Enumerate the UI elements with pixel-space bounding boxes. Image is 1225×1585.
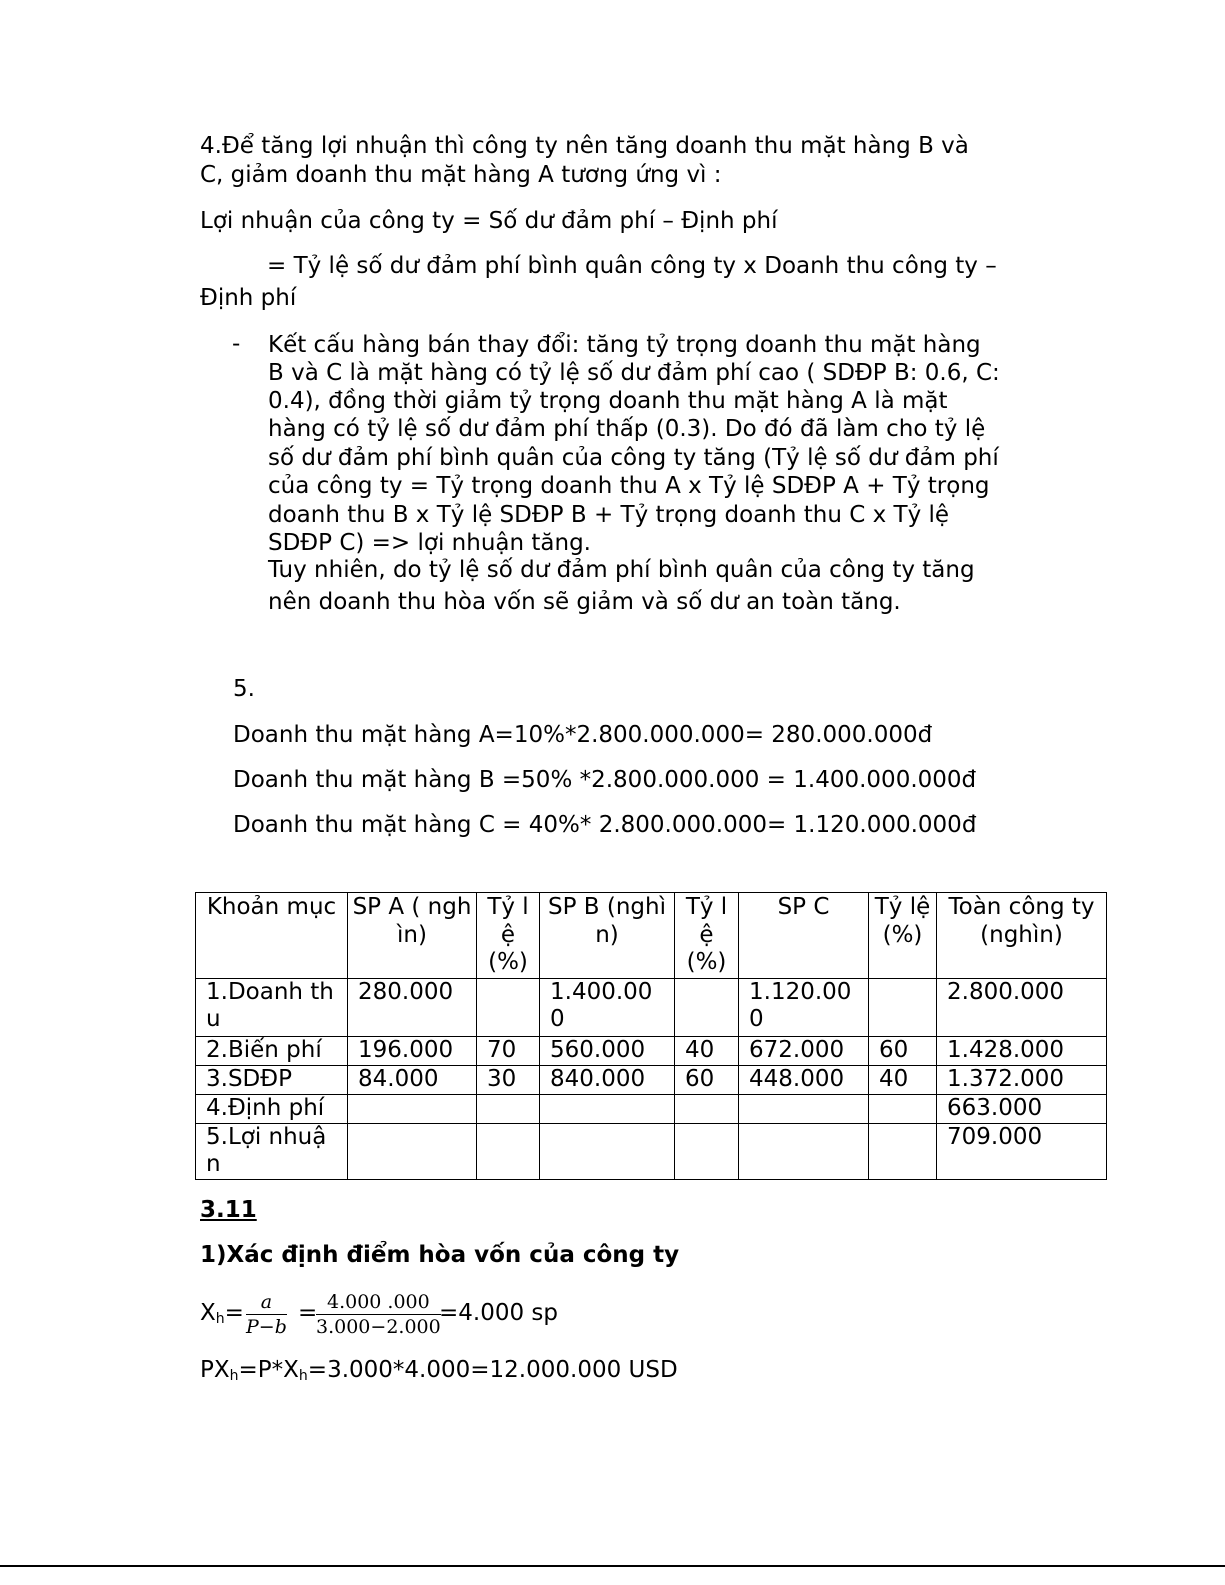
- header-cell: SP A ( nghìn): [348, 893, 477, 979]
- table-row: [196, 1036, 1107, 1065]
- bullet-line: Tuy nhiên, do tỷ lệ số dư đảm phí bình quân của công ty tăng: [268, 557, 975, 583]
- table-cell: [477, 1123, 540, 1179]
- profit-formula-tail: Định phí: [200, 285, 297, 311]
- xh-symbol: X: [200, 1300, 216, 1326]
- contribution-table: [195, 892, 1107, 1180]
- header-cell: Tỷ lệ (%): [869, 893, 937, 979]
- table-cell: [675, 1094, 739, 1123]
- revenue-c-line: Doanh thu mặt hàng C = 40%* 2.800.000.000= 1.120.000.000đ: [233, 812, 977, 838]
- table-cell: [675, 978, 739, 1036]
- table-cell: 84.000: [348, 1065, 477, 1094]
- table-cell: [739, 1123, 869, 1179]
- bullet-marker: -: [232, 331, 241, 357]
- table-cell: [348, 1123, 477, 1179]
- table-cell: 2.800.000: [937, 978, 1107, 1036]
- table-cell: 1.372.000: [937, 1065, 1107, 1094]
- bullet-line: doanh thu B x Tỷ lệ SDĐP B + Tỷ trọng doanh thu C x Tỷ lệ: [268, 502, 950, 528]
- table-cell: 840.000: [540, 1065, 675, 1094]
- table-cell: [540, 1123, 675, 1179]
- breakeven-qty-label: [200, 1300, 244, 1327]
- table-cell: [477, 978, 540, 1036]
- table-cell: [348, 1094, 477, 1123]
- table-cell: [675, 1123, 739, 1179]
- table-cell: 709.000: [937, 1123, 1107, 1179]
- table-row: [196, 978, 1107, 1036]
- table-cell: 5.Lợi nhuận: [196, 1123, 348, 1179]
- table-row: [196, 1065, 1107, 1094]
- table-cell: [477, 1094, 540, 1123]
- table-cell: 40: [675, 1036, 739, 1065]
- table-cell: 70: [477, 1036, 540, 1065]
- bullet-line: hàng có tỷ lệ số dư đảm phí thấp (0.3). Do đó đã làm cho tỷ lệ: [268, 416, 986, 442]
- table-cell: 30: [477, 1065, 540, 1094]
- section5-heading: 5.: [233, 676, 255, 702]
- breakeven-revenue-line: [200, 1357, 678, 1384]
- fraction-numerator: a: [246, 1291, 287, 1315]
- equals-sign: =: [224, 1300, 244, 1326]
- table-cell: 2.Biến phí: [196, 1036, 348, 1065]
- header-cell: Toàn công ty (nghìn): [937, 893, 1107, 979]
- equals-sign: =: [298, 1300, 318, 1326]
- pxh-subscript: h: [229, 1368, 239, 1384]
- header-cell: SP C: [739, 893, 869, 979]
- table-cell: 560.000: [540, 1036, 675, 1065]
- pxh-result: =3.000*4.000=12.000.000 USD: [307, 1357, 678, 1383]
- table-cell: 1.120.000: [739, 978, 869, 1036]
- breakeven-qty-result: =4.000 sp: [439, 1300, 559, 1326]
- table-cell: [869, 1094, 937, 1123]
- header-cell: SP B (nghìn): [540, 893, 675, 979]
- fraction-numerator: 4.000 .000: [316, 1291, 441, 1315]
- table-cell: 1.Doanh thu: [196, 978, 348, 1036]
- table-cell: [869, 978, 937, 1036]
- table-cell: 663.000: [937, 1094, 1107, 1123]
- bullet-line: Kết cấu hàng bán thay đổi: tăng tỷ trọng doanh thu mặt hàng: [268, 332, 981, 358]
- table-row: [196, 1094, 1107, 1123]
- pxh-middle: =P*X: [238, 1357, 299, 1383]
- bullet-line: của công ty = Tỷ trọng doanh thu A x Tỷ lệ SDĐP A + Tỷ trọng: [268, 473, 990, 499]
- fraction-denominator: P−b: [246, 1316, 287, 1338]
- section4-line1: 4.Để tăng lợi nhuận thì công ty nên tăng doanh thu mặt hàng B và: [200, 133, 969, 159]
- table-cell: 60: [869, 1036, 937, 1065]
- revenue-b-line: Doanh thu mặt hàng B =50% *2.800.000.000 = 1.400.000.000đ: [233, 767, 977, 793]
- pxh-symbol: PX: [200, 1357, 230, 1383]
- pxh-subscript: h: [298, 1368, 308, 1384]
- table-cell: 4.Định phí: [196, 1094, 348, 1123]
- section311-heading: 3.11: [200, 1197, 257, 1223]
- bullet-line: 0.4), đồng thời giảm tỷ trọng doanh thu mặt hàng A là mặt: [268, 388, 948, 414]
- table-cell: [869, 1123, 937, 1179]
- header-cell: Tỷ lệ (%): [477, 893, 540, 979]
- table-cell: 3.SDĐP: [196, 1065, 348, 1094]
- profit-formula: Lợi nhuận của công ty = Số dư đảm phí – Định phí: [200, 208, 778, 234]
- bullet-line: nên doanh thu hòa vốn sẽ giảm và số dư an toàn tăng.: [268, 589, 901, 615]
- bullet-line: số dư đảm phí bình quân của công ty tăng (Tỷ lệ số dư đảm phí: [268, 445, 999, 471]
- table-cell: 1.400.000: [540, 978, 675, 1036]
- profit-formula-expanded: = Tỷ lệ số dư đảm phí bình quân công ty x Doanh thu công ty –: [267, 253, 997, 279]
- table-header-row: [196, 893, 1107, 979]
- table-cell: 280.000: [348, 978, 477, 1036]
- xh-subscript: h: [215, 1311, 225, 1327]
- table-row: [196, 1123, 1107, 1179]
- page-bottom-rule: [0, 1565, 1225, 1567]
- bullet-line: SDĐP C) => lợi nhuận tăng.: [268, 530, 591, 556]
- fraction-denominator: 3.000−2.000: [316, 1316, 441, 1338]
- section4-line2: C, giảm doanh thu mặt hàng A tương ứng vì :: [200, 162, 722, 188]
- table-cell: 60: [675, 1065, 739, 1094]
- table-cell: [739, 1094, 869, 1123]
- table-cell: [540, 1094, 675, 1123]
- table-cell: 40: [869, 1065, 937, 1094]
- bullet-line: B và C là mặt hàng có tỷ lệ số dư đảm phí cao ( SDĐP B: 0.6, C:: [268, 360, 1000, 386]
- header-cell: Khoản mục: [196, 893, 348, 979]
- fraction-numeric: [316, 1291, 441, 1338]
- header-cell: Tỷ lệ (%): [675, 893, 739, 979]
- table-cell: 448.000: [739, 1065, 869, 1094]
- table-cell: 1.428.000: [937, 1036, 1107, 1065]
- table-cell: 196.000: [348, 1036, 477, 1065]
- revenue-a-line: Doanh thu mặt hàng A=10%*2.800.000.000= 280.000.000đ: [233, 722, 933, 748]
- table-cell: 672.000: [739, 1036, 869, 1065]
- fraction-symbolic: [246, 1291, 287, 1338]
- section311-subheading: 1)Xác định điểm hòa vốn của công ty: [200, 1242, 680, 1268]
